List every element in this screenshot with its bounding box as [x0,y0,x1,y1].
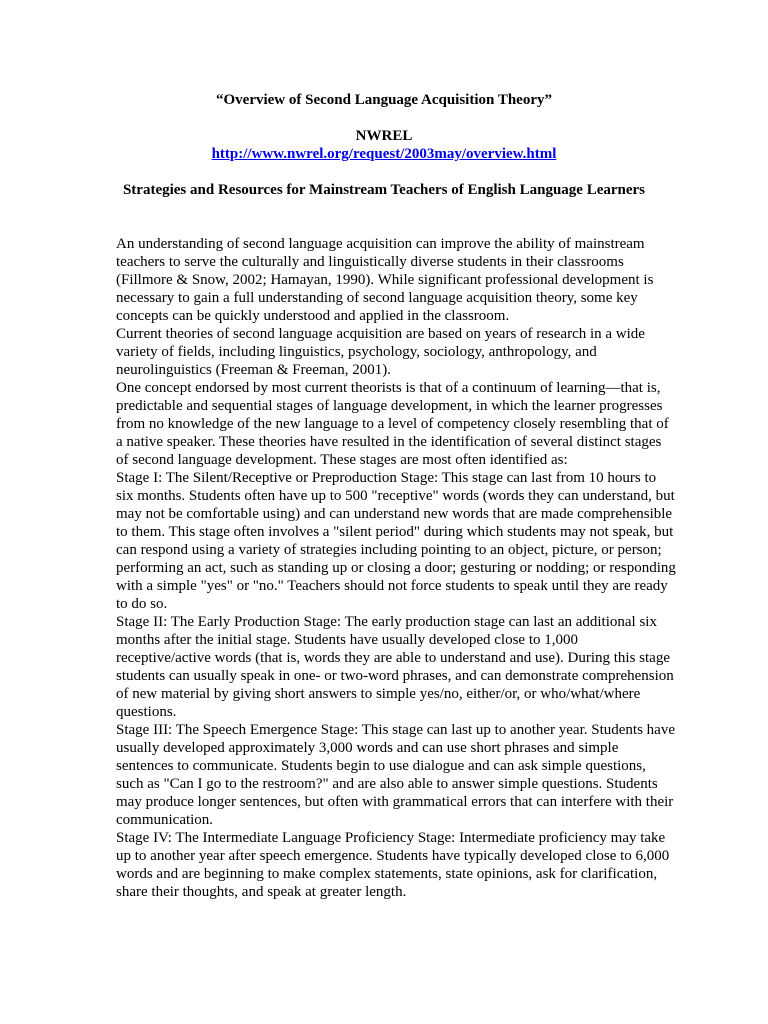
paragraph-stage-3: Stage III: The Speech Emergence Stage: This stage can last up to another year. Students have usually developed approximately 3,000 words and can use short phrases and simple sentences to communicate. Students begin to use dialogue and can ask simple questions, such as "Can I go to the restroom?" and are also able to answer simple questions. Students may produce longer sentences, but often with grammatical errors that can interfere with their communication. [116,722,675,828]
document-title: “Overview of Second Language Acquisition Theory” [216,92,552,108]
paragraph-stage-4: Stage IV: The Intermediate Language Proficiency Stage: Intermediate proficiency may take up to another year after speech emergence. Students have typically developed close to 6,000 words and are beginning to make complex statements, state opinions, ask for clarification, share their thoughts, and speak at greater length. [116,830,670,900]
paragraph-stage-1: Stage I: The Silent/Receptive or Preproduction Stage: This stage can last from 10 hours to six months. Students often have up to 500 "receptive" words (words they can understand, but may not be comfortable using) and can understand new words that are made comprehensible to them. This stage often involves a "silent period" during which students may not speak, but can respond using a variety of strategies including pointing to an object, picture, or person; performing an act, such as standing up or closing a door; gesturing or nodding; or responding with a simple "yes" or "no." Teachers should not force students to speak until they are ready to do so. [116,470,676,612]
paragraph-stage-2: Stage II: The Early Production Stage: The early production stage can last an additional six months after the initial stage. Students have usually developed close to 1,000 receptive/active words (that is, words they are able to understand and use). During this stage students can usually speak in one- or two-word phrases, and can demonstrate comprehension of new material by giving short answers to simple yes/no, either/or, or who/what/where questions. [116,614,674,720]
document-subtitle: Strategies and Resources for Mainstream Teachers of English Language Learners [122,182,646,198]
paragraph-intro: An understanding of second language acquisition can improve the ability of mainstream teachers to serve the culturally and linguistically diverse students in their classrooms (Fillmore & Snow, 2002; Hamayan, 1990). While significant professional development is necessary to gain a full understanding of second language acquisition theory, some key concepts can be quickly understood and applied in the classroom. [116,236,654,324]
paragraph-current-theories: Current theories of second language acquisition are based on years of research in a wide variety of fields, including linguistics, psychology, sociology, anthropology, and neurolinguistics (Freeman & Freeman, 2001). [116,326,645,378]
document-body [116,235,676,901]
paragraph-continuum: One concept endorsed by most current theorists is that of a continuum of learning—that is, predictable and sequential stages of language development, in which the learner progresses from no knowledge of the new language to a level of competency closely resembling that of a native speaker. These theories have resulted in the identification of several distinct stages of second language development. These stages are most often identified as: [116,380,669,468]
organization-name: NWREL [355,128,413,144]
source-url-link[interactable]: http://www.nwrel.org/request/2003may/overview.html [211,146,557,162]
